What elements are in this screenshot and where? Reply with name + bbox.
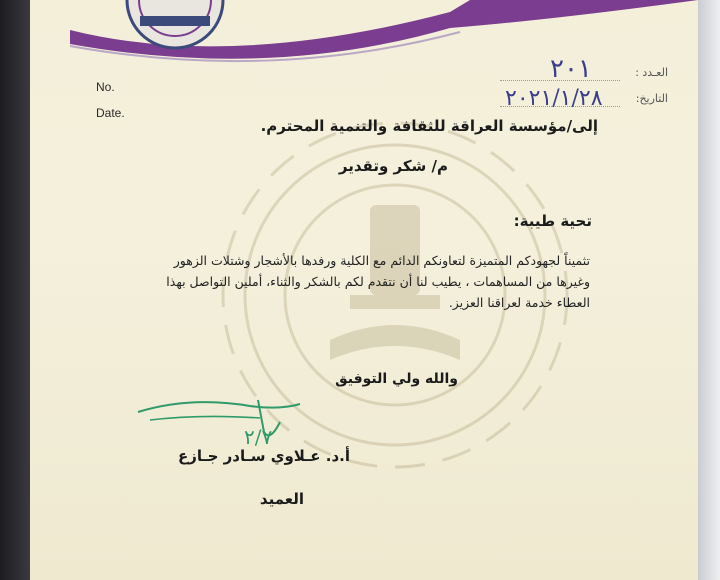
number-label-en: No. bbox=[96, 80, 115, 94]
body-line: العطاء خدمة لعراقنا العزيز. bbox=[448, 295, 590, 310]
date-label-en: Date. bbox=[96, 106, 125, 120]
signature-date: ٢/٧ bbox=[244, 425, 273, 449]
signer-name: أ.د. عـلاوي سـادر جـازع bbox=[177, 447, 350, 465]
body-line: وغيرها من المساهمات ، يطيب لنا أن نتقدم لكم بالشكر والثناء، أملين التواصل بهذا bbox=[166, 274, 590, 289]
subject-line: م/ شكر وتقدير bbox=[338, 157, 448, 175]
university-logo bbox=[110, 0, 240, 50]
handwritten-number: ٢٠١ bbox=[550, 54, 592, 84]
recipient-line: إلى/مؤسسة العراقة للثقافة والتنمية المحترم. bbox=[260, 117, 598, 135]
photo-background-left bbox=[0, 0, 30, 580]
closing-line: والله ولي التوفيق bbox=[335, 371, 458, 387]
letter-body bbox=[130, 250, 590, 313]
handwritten-date: ٢٠٢١/١/٢٨ bbox=[505, 86, 603, 111]
signer-title: العميد bbox=[259, 490, 304, 508]
greeting: تحية طيبة: bbox=[513, 212, 592, 230]
photo-background-right bbox=[698, 0, 720, 580]
letter-page bbox=[30, 0, 698, 580]
date-label-ar: التاريخ: bbox=[635, 92, 668, 105]
body-line: تثميناً لجهودكم المتميزة لتعاونكم الدائم مع الكلية ورفدها بالأشجار وشتلات الزهور bbox=[173, 253, 590, 268]
number-label-ar: العـدد : bbox=[635, 66, 668, 79]
